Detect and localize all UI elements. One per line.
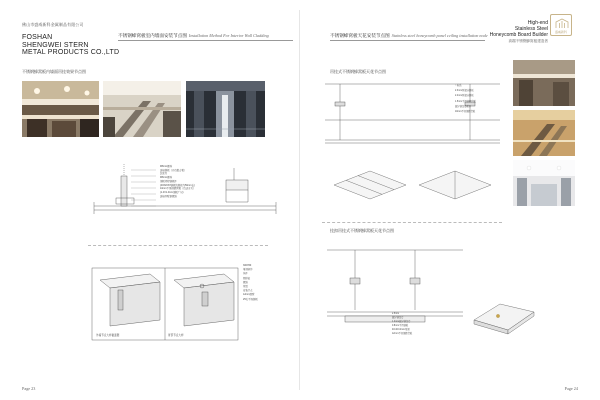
ceiling-panel-iso-right (415, 165, 495, 205)
drawing-label: 角钢制作 (243, 268, 253, 272)
building-logo-icon (550, 14, 572, 36)
ceiling-lobby-photo (513, 60, 575, 106)
drawing-label: ↑ 标高 (455, 85, 462, 87)
drawing-label: 背固 (243, 285, 248, 289)
ceiling-drawing-labels (455, 84, 505, 115)
right-section2-title: 挂扣吊挂式不锈钢蜂窝板天花节点图 (330, 228, 394, 233)
drawing-label: 12mm不锈钢蜂窝板 (392, 333, 413, 335)
company-name-cn: 佛山市盛威新科金属制品有限公司 (22, 22, 84, 27)
page-gutter (299, 10, 300, 390)
drawing-label: 10mm不锈钢蜂窝板 (455, 111, 476, 114)
drawing-label: 副龙骨 (160, 172, 168, 176)
drawing-label: 连接钢板（外包组合板） (160, 168, 187, 172)
wall-node-detail-drawing (90, 260, 240, 342)
drawing-label: 安装节点 (243, 289, 253, 293)
left-divider (88, 245, 268, 246)
right-divider (322, 222, 502, 223)
drawing-label: M8mm螺栓 (160, 165, 173, 168)
drawing-label: 1.2mm镀锌钢龙骨 (392, 321, 411, 323)
drawing-label: 2.5mm (392, 313, 400, 315)
left-header-en: Installation Method For Interior Wall Cladding (188, 33, 269, 38)
left-page-header (118, 33, 269, 39)
right-header-cn: 不锈钢蜂窝板天花安装节点图 (330, 33, 390, 38)
drawing-label: 钢板背附钢板件 (160, 179, 177, 183)
left-section1-title: 不锈钢蜂窝板内墙面吊挂效果节点图 (22, 69, 86, 74)
left-page-number: Page 23 (22, 386, 36, 391)
drawing-label: 2.4mm厚镀锌钢板 (455, 95, 474, 98)
node-caption-left: 外墙节点大样截面图 (96, 334, 120, 337)
brand-block (478, 20, 548, 44)
company-name-line: METAL PRODUCTS CO.,LTD (22, 49, 120, 56)
node-detail-labels (243, 264, 293, 302)
left-header-cn: 不锈钢蜂窝板室内墙面安装节点图 (118, 33, 187, 38)
right-page-number: Page 24 (564, 386, 578, 391)
brand-line: Stainless Steel (514, 26, 548, 32)
node-caption-right: 背部节点大样 (168, 334, 184, 337)
drawing-label: 12mm蜂窝 (243, 293, 255, 297)
drawing-label: 10mm不锈钢蜂窝板（包边方式） (160, 187, 196, 191)
drawing-label: M8mm螺栓 (160, 176, 173, 180)
drawing-label: 1.5mm不锈钢蜂窝板 (455, 100, 476, 103)
drawing-label: 镀锌钢龙骨 (392, 317, 404, 319)
right-page-header (330, 33, 488, 39)
brand-slogan-en (478, 20, 548, 38)
company-name-line: SHENGWEI STERN (22, 41, 89, 49)
drawing-label: (1.4X1.4mm钢板厂吊) (160, 190, 184, 194)
escalator-photo (513, 110, 575, 156)
clip-drawing-labels (392, 312, 472, 336)
left-header-rule (118, 40, 293, 41)
drawing-label: 300X50 (243, 264, 252, 267)
escalator-hall-photo (103, 81, 181, 137)
drawing-label: 连接件配套螺丝 (160, 194, 177, 198)
logo-caption: 盛威新科 (554, 30, 567, 34)
wall-drawing-labels (160, 165, 220, 198)
drawing-label: 圆形镜 (243, 276, 251, 280)
mall-atrium-photo (22, 81, 99, 137)
ceiling-tile-iso-drawing (470, 290, 538, 340)
glass-corridor-photo (186, 81, 265, 137)
drawing-label: (40X20X3钢板的规格为50mm长) (160, 183, 195, 187)
ceiling-panel-iso-left (330, 165, 410, 205)
brand-slogan-cn: 高端不锈钢蜂窝板建造者 (508, 39, 548, 43)
right-section1-title: 吊挂式不锈钢蜂窝板天花节点图 (330, 69, 386, 74)
drawing-label: 挂件 (243, 272, 248, 276)
drawing-label: 25孔不锈钢板 (243, 297, 258, 301)
drawing-label: 螺丝 (243, 280, 248, 284)
drawing-label: 0.8mm不锈钢板 (392, 325, 409, 327)
brand-line: Honeycomb Board Builder (489, 32, 548, 38)
drawing-label: 镀锌钢龙骨配件 (455, 105, 472, 108)
drawing-label: 40×40×2mm角钢 (392, 329, 410, 331)
drawing-label: 2.3mm厚镀锌钢板 (455, 90, 474, 93)
brand-line: High-end (527, 20, 548, 26)
bright-hall-photo (513, 160, 575, 206)
right-header-rule (330, 40, 485, 41)
company-name-line: FOSHAN (22, 34, 53, 41)
right-header-en: Stainless steel honeycomb panel ceiling installation node (391, 33, 488, 38)
